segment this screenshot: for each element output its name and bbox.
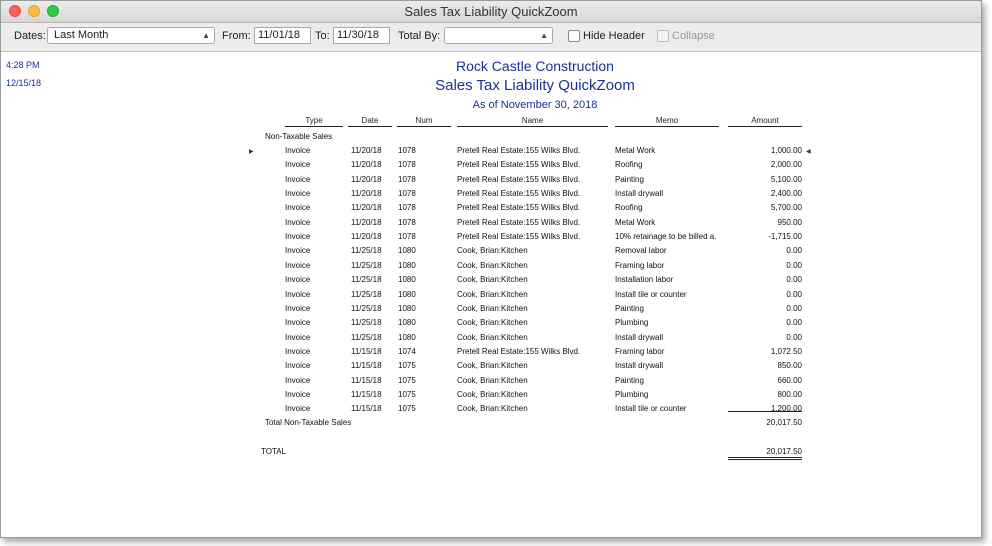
to-date-field[interactable]: 11/30/18 (333, 27, 390, 44)
row-amount: 0.00 (786, 289, 802, 299)
row-amount: 660.00 (777, 375, 802, 385)
row-memo: Metal Work (615, 217, 656, 227)
row-amount: 5,700.00 (770, 203, 802, 213)
row-name: Cook, Brian:Kitchen (457, 289, 528, 299)
row-memo: Install drywall (615, 361, 664, 371)
row-name: Pretell Real Estate:155 Wilks Blvd. (457, 160, 581, 170)
row-date: 11/15/18 (351, 361, 382, 371)
row-memo: Metal Work (615, 146, 656, 155)
collapse-label: Collapse (672, 30, 715, 42)
row-type: Invoice (285, 260, 311, 270)
dates-dropdown[interactable] (47, 27, 215, 44)
row-name: Pretell Real Estate:155 Wilks Blvd. (457, 174, 581, 184)
row-type: Invoice (285, 375, 311, 385)
hide-header-label: Hide Header (583, 30, 645, 42)
section-heading: Non-Taxable Sales (265, 132, 333, 141)
row-name: Cook, Brian:Kitchen (457, 303, 528, 313)
dates-label: Dates: (14, 30, 46, 42)
row-num: 1080 (398, 275, 416, 285)
row-name: Cook, Brian:Kitchen (457, 260, 528, 270)
from-date-field[interactable]: 11/01/18 (254, 27, 311, 44)
column-header-date[interactable]: Date (348, 116, 392, 127)
total-double-rule (728, 457, 802, 458)
row-type: Invoice (285, 146, 311, 155)
row-type: Invoice (285, 232, 311, 242)
column-header-amount[interactable]: Amount (728, 116, 802, 127)
to-label: To: (315, 30, 330, 42)
row-name: Cook, Brian:Kitchen (457, 318, 528, 328)
column-header-memo[interactable]: Memo (615, 116, 719, 127)
row-date: 11/15/18 (351, 404, 382, 414)
row-memo: Removal labor (615, 246, 667, 256)
row-num: 1075 (398, 375, 416, 385)
row-memo: Painting (615, 303, 644, 313)
row-num: 1078 (398, 203, 416, 213)
row-type: Invoice (285, 389, 311, 399)
row-memo: Install drywall (615, 332, 664, 342)
title-bar (1, 1, 981, 23)
row-amount: 0.00 (786, 260, 802, 270)
row-type: Invoice (285, 346, 311, 356)
total-double-rule (728, 459, 802, 460)
row-num: 1080 (398, 289, 416, 299)
row-amount: 1,200.00 (770, 404, 802, 414)
row-name: Pretell Real Estate:155 Wilks Blvd. (457, 203, 581, 213)
grand-total-amount[interactable]: 20,017.50 (766, 447, 802, 456)
row-num: 1078 (398, 174, 416, 184)
row-amount: 0.00 (786, 303, 802, 313)
collapse-checkbox[interactable] (657, 30, 669, 42)
row-num: 1078 (398, 146, 416, 155)
row-amount: 5,100.00 (770, 174, 802, 184)
row-date: 11/20/18 (351, 217, 382, 227)
row-num: 1074 (398, 346, 416, 356)
row-pointer-icon: ▶ (249, 149, 254, 155)
row-type: Invoice (285, 404, 311, 414)
row-num: 1080 (398, 318, 416, 328)
row-num: 1078 (398, 160, 416, 170)
row-num: 1080 (398, 246, 416, 256)
row-date: 11/20/18 (351, 160, 382, 170)
row-amount: 800.00 (777, 389, 802, 399)
row-num: 1075 (398, 389, 416, 399)
row-name: Pretell Real Estate:155 Wilks Blvd. (457, 217, 581, 227)
row-memo: 10% retainage to be billed a. (615, 232, 717, 242)
row-memo: Framing labor (615, 260, 665, 270)
report-title: Sales Tax Liability QuickZoom (435, 77, 635, 94)
row-memo: Plumbing (615, 318, 649, 328)
row-date: 11/25/18 (351, 246, 382, 256)
window-title: Sales Tax Liability QuickZoom (404, 4, 578, 19)
row-type: Invoice (285, 246, 311, 256)
row-amount: 0.00 (786, 332, 802, 342)
row-num: 1080 (398, 303, 416, 313)
row-memo: Painting (615, 375, 644, 385)
row-num: 1078 (398, 232, 416, 242)
row-name: Cook, Brian:Kitchen (457, 332, 528, 342)
row-pointer-icon: ◀ (806, 149, 811, 155)
row-type: Invoice (285, 303, 311, 313)
row-num: 1078 (398, 217, 416, 227)
row-memo: Roofing (615, 203, 643, 213)
row-date: 11/25/18 (351, 318, 382, 328)
row-amount: 1,072.50 (770, 346, 802, 356)
row-memo: Painting (615, 174, 644, 184)
row-amount: 0.00 (786, 318, 802, 328)
row-date: 11/20/18 (351, 189, 382, 199)
row-memo: Plumbing (615, 389, 649, 399)
column-header-type[interactable]: Type (285, 116, 343, 127)
row-type: Invoice (285, 318, 311, 328)
row-memo: Install drywall (615, 189, 664, 199)
row-date: 11/20/18 (351, 232, 382, 242)
row-date: 11/20/18 (351, 203, 382, 213)
report-toolbar (1, 23, 981, 52)
report-time: 4:28 PM (6, 60, 40, 70)
row-name: Cook, Brian:Kitchen (457, 404, 528, 414)
total-by-dropdown[interactable] (444, 27, 553, 44)
column-header-name[interactable]: Name (457, 116, 608, 127)
total-by-label: Total By: (398, 30, 441, 42)
row-num: 1078 (398, 189, 416, 199)
row-num: 1075 (398, 361, 416, 371)
from-label: From: (222, 30, 251, 42)
section-total-label: Total Non-Taxable Sales (265, 418, 352, 427)
row-amount: 2,400.00 (770, 189, 802, 199)
row-num: 1080 (398, 260, 416, 270)
report-content (1, 52, 981, 537)
row-date: 11/25/18 (351, 275, 382, 285)
row-type: Invoice (285, 174, 311, 184)
row-memo: Installation labor (615, 275, 674, 285)
row-num: 1075 (398, 404, 416, 414)
dates-dropdown-value: Last Month (54, 29, 109, 41)
row-name: Cook, Brian:Kitchen (457, 389, 528, 399)
row-type: Invoice (285, 160, 311, 170)
row-name: Cook, Brian:Kitchen (457, 375, 528, 385)
row-name: Pretell Real Estate:155 Wilks Blvd. (457, 232, 581, 242)
row-amount: 950.00 (777, 217, 802, 227)
row-memo: Install tile or counter (615, 404, 687, 414)
row-type: Invoice (285, 217, 311, 227)
row-date: 11/20/18 (351, 174, 382, 184)
row-date: 11/15/18 (351, 346, 382, 356)
subtotal-rule (728, 411, 802, 412)
row-date: 11/25/18 (351, 303, 382, 313)
row-type: Invoice (285, 361, 311, 371)
row-date: 11/15/18 (351, 375, 382, 385)
company-name: Rock Castle Construction (456, 58, 614, 74)
row-name: Cook, Brian:Kitchen (457, 361, 528, 371)
row-amount: 1,000.00 (770, 146, 802, 155)
row-name: Pretell Real Estate:155 Wilks Blvd. (457, 146, 581, 155)
row-type: Invoice (285, 203, 311, 213)
hide-header-checkbox[interactable] (568, 30, 580, 42)
report-as-of-date: As of November 30, 2018 (472, 99, 598, 111)
row-amount: 850.00 (777, 361, 802, 371)
row-name: Cook, Brian:Kitchen (457, 275, 528, 285)
row-date: 11/25/18 (351, 332, 382, 342)
row-num: 1080 (398, 332, 416, 342)
column-header-num[interactable]: Num (397, 116, 451, 127)
row-type: Invoice (285, 189, 311, 199)
row-name: Cook, Brian:Kitchen (457, 246, 528, 256)
row-type: Invoice (285, 275, 311, 285)
row-date: 11/20/18 (351, 146, 382, 155)
row-memo: Framing labor (615, 346, 665, 356)
row-type: Invoice (285, 332, 311, 342)
row-date: 11/25/18 (351, 260, 382, 270)
row-amount: 2,000.00 (770, 160, 802, 170)
row-name: Pretell Real Estate:155 Wilks Blvd. (457, 346, 581, 356)
row-memo: Roofing (615, 160, 643, 170)
row-date: 11/15/18 (351, 389, 382, 399)
row-memo: Install tile or counter (615, 289, 687, 299)
row-amount: 0.00 (786, 275, 802, 285)
dropdown-arrows-icon: ▲ (202, 31, 210, 40)
grand-total-label: TOTAL (261, 447, 287, 456)
row-amount: -1,715.00 (768, 232, 802, 242)
row-type: Invoice (285, 289, 311, 299)
dropdown-arrows-icon: ▲ (540, 31, 548, 40)
row-date: 11/25/18 (351, 289, 382, 299)
row-amount: 0.00 (786, 246, 802, 256)
report-print-date: 12/15/18 (6, 78, 42, 88)
row-name: Pretell Real Estate:155 Wilks Blvd. (457, 189, 581, 199)
section-total-amount[interactable]: 20,017.50 (766, 418, 802, 427)
